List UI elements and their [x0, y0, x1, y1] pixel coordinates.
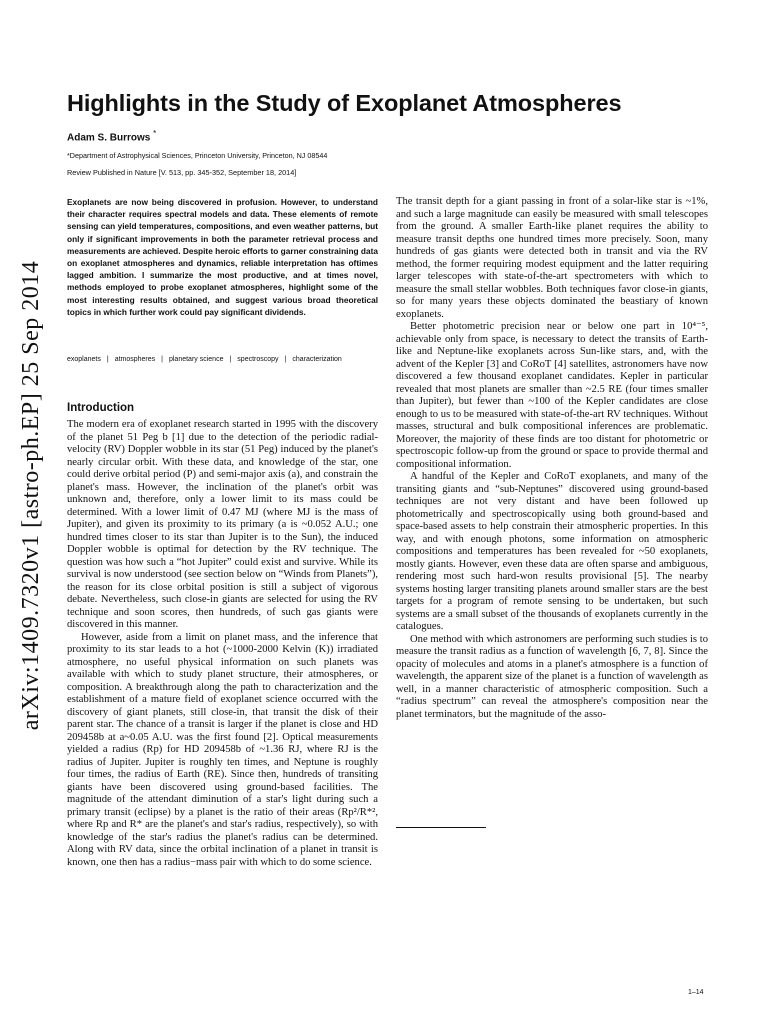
section-heading: Introduction	[67, 402, 135, 414]
arxiv-identifier-text: arXiv:1409.7320v1 [astro-ph.EP] 25 Sep 2014	[18, 260, 45, 730]
page-number: 1–14	[688, 989, 704, 996]
body-paragraph: The transit depth for a giant passing in front of a solar-like star is ~1%, and such a large magnitude can easily be measured with small telescopes from the ground. A smaller Earth-like planet requires the ability to measure transit depths one hundred times more precisely. Soon, many hundreds of gas giants were detected both in transit and via the RV method, the former requiring modest equipment and the latter requiring larger telescopes with state-of-the-art spectrometers with which to measure the small stellar wobbles. Both techniques favor close-in giants, so for many years these objects dominated the beastiary of known exoplanets.	[396, 196, 708, 320]
body-paragraph: One method with which astronomers are performing such studies is to measure the transit radius as a function of wavelength [6, 7, 8]. Since the opacity of molecules and atoms in a planet's atmosphere is a function of wavelength, the apparent size of the planet is a function of wavelength as well, in a manner characteristic of atmospheric composition. Such a “radius spectrum” can reveal the atmosphere's composition near the planet terminators, but the magnitude of the asso-	[396, 633, 708, 720]
body-paragraph: However, aside from a limit on planet mass, and the inference that proximity to its star leads to a hot (~1000-2000 Kelvin (K)) irradiated atmosphere, no useful physical information on such planets was available with which to study planet structure, their atmospheres, or composition. A breakthrough along the path to characterization and the establishment of a mature field of exoplanet science occurred with the discovery of giant planets, still close-in, that transit the disk of their parent star. The chance of a transit is larger if the planet is close and HD 209458b at a~0.05 A.U. was the first found [2]. Optical measurements yielded a radius (Rp) for HD 209458b of ~1.36 RJ, where RJ is the radius of Jupiter. Jupiter is roughly ten times, and Neptune is roughly four times, the radius of Earth (RE). Since then, hundreds of transiting giants have been discovered using ground-based facilities. The magnitude of the attendant diminution of a star's light during such a primary transit (eclipse) by a planet is the ratio of their areas (Rp²/R*², where Rp and R* are the planet's and star's radius, respectively), so with knowledge of the star's radius the planet's radius can be determined. Along with RV data, since the orbital inclination of a planet in transit is known, one then has a radius−mass pair with which to do some science.	[67, 631, 378, 868]
author-name: Adam S. Burrows	[67, 132, 151, 144]
body-paragraph: A handful of the Kepler and CoRoT exoplanets, and many of the transiting giants and “sub-Neptunes” discovered using ground-based techniques are not very distant and have been followed up photometrically and spectroscopically using both ground-based and space-based assets to help constrain their atmospheric properties. In this way, and with enough photons, some information on atmospheric compositions and temperatures has been revealed for ~50 exoplanets, mostly giants. However, even these data are often sparse and ambiguous, rendering most such hard-won results provisional [5]. The nearby systems hosting larger transiting planets around smaller stars are the best targets for a program of remote sensing to be undertaken, but such systems are a small subset of the thousands of exoplanets currently in the catalogues.	[396, 471, 708, 632]
right-column-body	[396, 196, 708, 721]
affiliation: *Department of Astrophysical Sciences, Princeton University, Princeton, NJ 08544	[67, 151, 328, 160]
keywords-list	[67, 354, 378, 366]
body-paragraph: Better photometric precision near or below one part in 10⁴⁻⁵, achievable only from space, is necessary to detect the transits of Earth-like and Neptune-like exoplanets across Sun-like stars, and, with the advent of the Kepler [3] and CoRoT [4] satellites, astronomers have now discovered a few thousand exoplanet candidates. Kepler in particular revealed that most planets are smaller than ~2.5 RE (four times smaller than Jupiter), but fewer than ~100 of the Kepler candidates are close enough to us to be measured with state-of-the-art RV techniques. Without masses, structural and bulk compositional inferences are problematic. Moreover, the majority of these finds are too distant for photometric or spectroscopic follow-up from the ground or space to provide thermal and compositional information.	[396, 321, 708, 470]
keyword: spectroscopy	[237, 356, 279, 363]
keyword-separator: |	[106, 356, 109, 363]
footnote-rule	[396, 827, 486, 828]
body-paragraph: The modern era of exoplanet research started in 1995 with the discovery of the planet 51 Peg b [1] due to the detection of the periodic radial-velocity (RV) Doppler wobble in its star (51 Peg) induced by the planet's nearly circular orbit. With these data, and knowledge of the star, one could derive orbital period (P) and semi-major axis (a), and constrain the planet's mass. However, the inclination of the planet's orbit was unknown and, therefore, only a lower limit to its mass could be determined. With a lower limit of 0.47 MJ (where MJ is the mass of Jupiter), and given its proximity to its primary (a is ~0.052 A.U.; one hundred times closer to its star than Jupiter is to the Sun), the induced Doppler wobble is optimal for detection by the RV technique. The question was how such a “hot Jupiter” could exist and survive. While its survival is now understood (see section below on “Winds from Planets”), the reason for its close orbital position is still a subject of vigorous debate. Nevertheless, such close-in giants are selected for using the RV technique and soon scores, then hundreds, of such gas giants were discovered in this manner.	[67, 419, 378, 630]
keyword-separator: |	[161, 356, 163, 363]
left-column-body	[67, 419, 378, 869]
keyword: atmospheres	[114, 356, 156, 363]
abstract: Exoplanets are now being discovered in profusion. However, to understand their character requires spectral models and data. These elements of remote sensing can yield temperatures, compositions, and even weather patterns, but only if significant improvements in both the parameter retrieval process and measurements are achieved. Despite heroic efforts to garner constraining data on exoplanet atmospheres and dynamics, reliable interpretation has oftimes lagged ambition. I summarize the most productive, and at times novel, methods employed to probe exoplanet atmospheres, highlight some of the most interesting results obtained, and suggest various broad theoretical topics in which further work could pay significant dividends.	[67, 197, 378, 317]
keyword: exoplanets	[67, 356, 101, 363]
keyword: characterization	[292, 356, 342, 363]
keyword-separator: |	[284, 356, 287, 363]
author-affiliation-mark: *	[153, 129, 157, 138]
keyword-separator: |	[229, 356, 232, 363]
author-line	[67, 129, 156, 143]
keyword: planetary science	[168, 356, 224, 363]
publication-note: Review Published in Nature [V. 513, pp. 345-352, September 18, 2014]	[67, 168, 297, 177]
paper-title: Highlights in the Study of Exoplanet Atmospheres	[67, 90, 622, 116]
arxiv-identifier-stamp	[2, 190, 62, 800]
